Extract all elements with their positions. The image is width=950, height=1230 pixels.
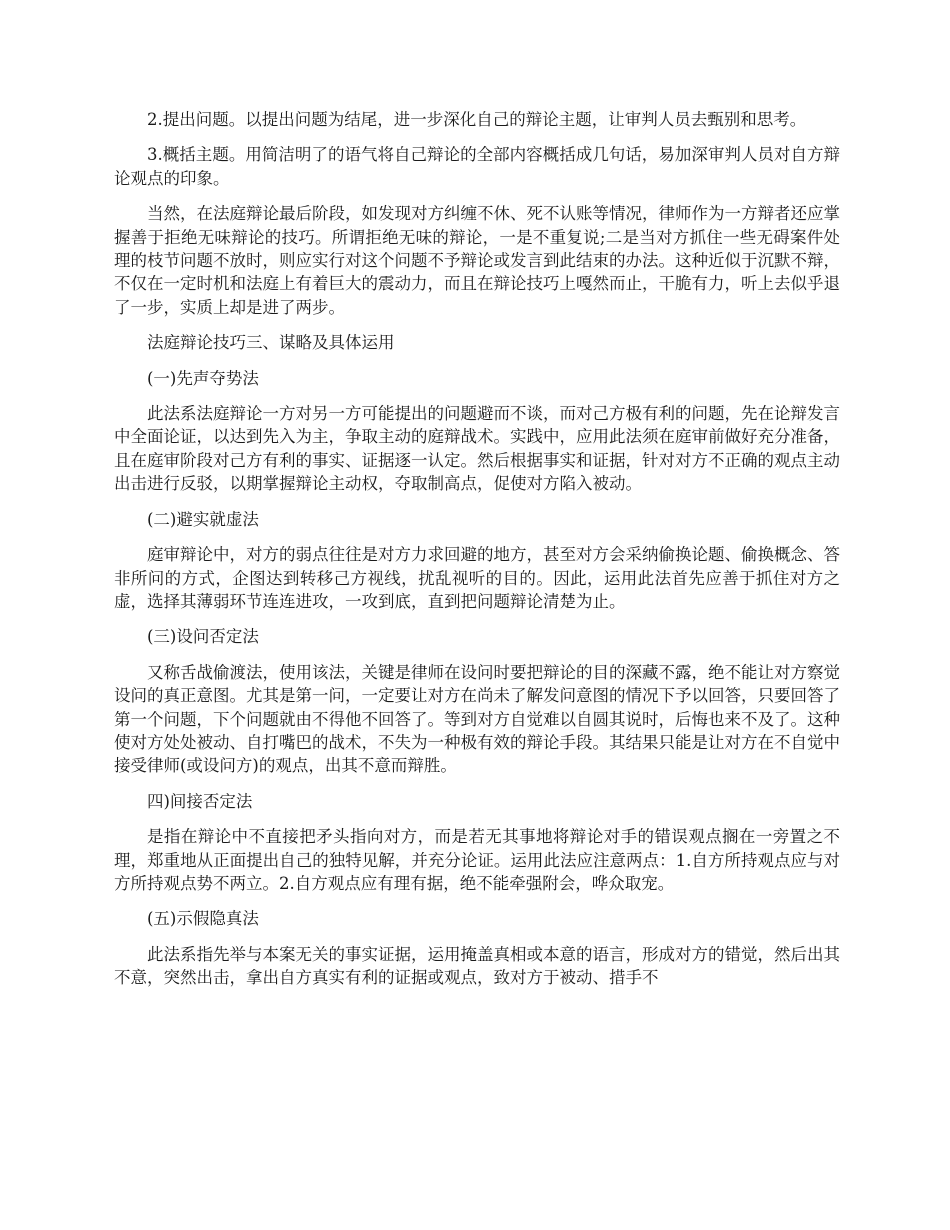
paragraph: 此法系指先举与本案无关的事实证据，运用掩盖真相或本意的语言，形成对方的错觉，然后出其不意，突然出击，拿出自方真实有利的证据或观点，致对方于被动、措手不 [114, 944, 840, 988]
paragraph: 是指在辩论中不直接把矛头指向对方，而是若无其事地将辩论对手的错误观点搁在一旁置之不理，郑重地从正面提出自己的独特见解，并充分论证。运用此法应注意两点：1.自方所持观点应与对方所持观点势不两立。2.自方观点应有理有据，绝不能牵强附会，哗众取宠。 [114, 827, 840, 893]
paragraph: 当然，在法庭辩论最后阶段，如发现对方纠缠不休、死不认账等情况，律师作为一方辩者还应掌握善于拒绝无味辩论的技巧。所谓拒绝无味的辩论，一是不重复说;二是当对方抓住一些无碍案件处理的枝节问题不放时，则应实行对这个问题不予辩论或发言到此结束的办法。这种近似于沉默不辩，不仅在一定时机和法庭上有着巨大的震动力，而且在辩论技巧上嘎然而止，干脆有力，听上去似乎退了一步，实质上却是进了两步。 [114, 204, 840, 317]
section-heading: 法庭辩论技巧三、谋略及具体运用 [147, 333, 395, 353]
paragraph: 又称舌战偷渡法，使用该法，关键是律师在设问时要把辩论的目的深藏不露，绝不能让对方察觉设问的真正意图。尤其是第一问，一定要让对方在尚未了解发问意图的情况下予以回答，只要回答了第一个问题，下个问题就由不得他不回答了。等到对方自觉难以自圆其说时，后悔也来不及了。这种使对方处处被动、自打嘴巴的战术，不失为一种极有效的辩论手段。其结果只能是让对方在不自觉中接受律师(或设问方)的观点，出其不意而辩胜。 [114, 662, 840, 776]
subsection-heading: (二)避实就虚法 [147, 509, 259, 529]
paragraph: 庭审辩论中，对方的弱点往往是对方力求回避的地方，甚至对方会采纳偷换论题、偷换概念、答非所问的方式，企图达到转移己方视线，扰乱视听的目的。因此，运用此法首先应善于抓住对方之虚，选择其薄弱环节连连进攻，一攻到底，直到把问题辩论清楚为止。 [114, 545, 840, 611]
subsection-heading: (一)先声夺势法 [147, 368, 259, 388]
paragraph: 此法系法庭辩论一方对另一方可能提出的问题避而不谈，而对己方极有利的问题，先在论辩发言中全面论证，以达到先入为主，争取主动的庭辩战术。实践中，应用此法须在庭审前做好充分准备，且在庭审阶段对己方有利的事实、证据逐一认定。然后根据事实和证据，针对对方不正确的观点主动出击进行反驳，以期掌握辩论主动权，夺取制高点，促使对方陷入被动。 [114, 404, 840, 494]
subsection-heading: (三)设问否定法 [147, 627, 259, 647]
subsection-heading: 四)间接否定法 [147, 791, 253, 811]
paragraph: 2.提出问题。以提出问题为结尾，进一步深化自己的辩论主题，让审判人员去甄别和思考。 [147, 110, 807, 129]
subsection-heading: (五)示假隐真法 [147, 909, 259, 929]
document-body [114, 108, 840, 1002]
paragraph: 3.概括主题。用简洁明了的语气将自己辩论的全部内容概括成几句话，易加深审判人员对自方辩论观点的印象。 [114, 145, 840, 188]
